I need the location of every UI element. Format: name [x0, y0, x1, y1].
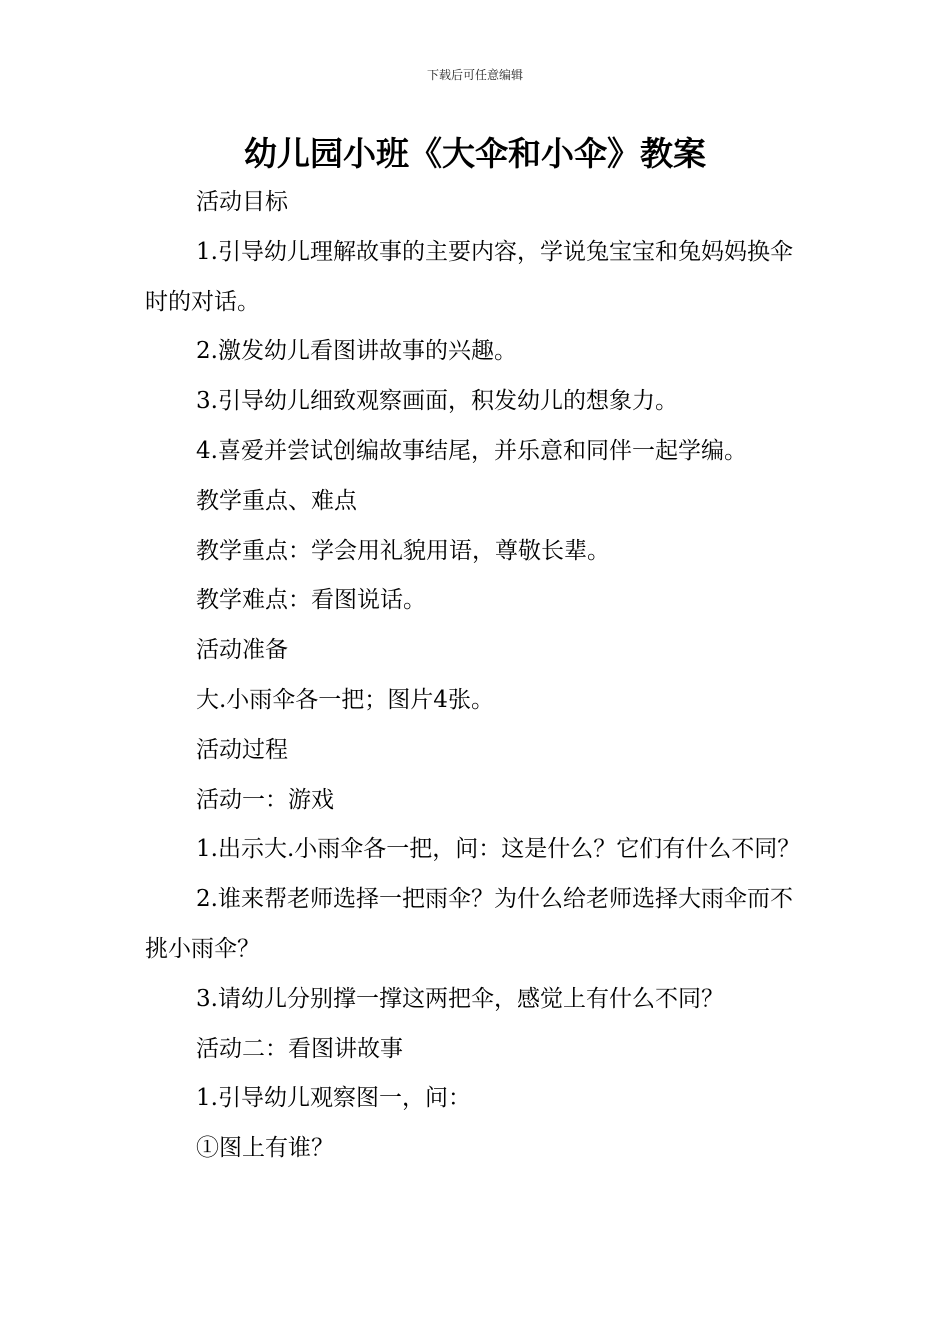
activity-two-heading: 活动二：看图讲故事	[196, 1035, 403, 1062]
activity-one-step-2: 2.谁来帮老师选择一把雨伞？为什么给老师选择大雨伞而不挑小雨伞？	[145, 886, 793, 962]
activity-one-heading: 活动一：游戏	[196, 786, 334, 813]
header-note: 下载后可任意编辑	[426, 68, 523, 82]
section-heading-preparation: 活动准备	[196, 637, 288, 664]
activity-two-step-1: 1.引导幼儿观察图一，问：	[196, 1085, 471, 1112]
activity-one-step-3: 3.请幼儿分别撑一撑这两把伞，感觉上有什么不同？	[196, 985, 724, 1012]
goal-item-1: 1.引导幼儿理解故事的主要内容，学说兔宝宝和兔妈妈换伞时的对话。	[145, 238, 793, 315]
activity-one-step-1: 1.出示大.小雨伞各一把，问：这是什么？它们有什么不同？	[196, 836, 801, 863]
goal-item-2: 2.激发幼儿看图讲故事的兴趣。	[196, 338, 517, 365]
document-title: 幼儿园小班《大伞和小伞》教案	[244, 134, 706, 173]
difficult-point: 教学难点：看图说话。	[196, 587, 426, 614]
document-body	[145, 178, 810, 1174]
section-heading-key-points: 教学重点、难点	[196, 487, 357, 514]
activity-two-question-1: ①图上有谁？	[196, 1135, 334, 1162]
section-heading-process: 活动过程	[196, 736, 288, 763]
section-heading-goals: 活动目标	[196, 189, 288, 215]
goal-item-4: 4.喜爱并尝试创编故事结尾，并乐意和同伴一起学编。	[196, 437, 747, 464]
preparation-item: 大.小雨伞各一把；图片4张。	[196, 686, 494, 713]
key-point: 教学重点：学会用礼貌用语，尊敬长辈。	[196, 537, 610, 564]
goal-item-3: 3.引导幼儿细致观察画面，积发幼儿的想象力。	[196, 388, 678, 415]
